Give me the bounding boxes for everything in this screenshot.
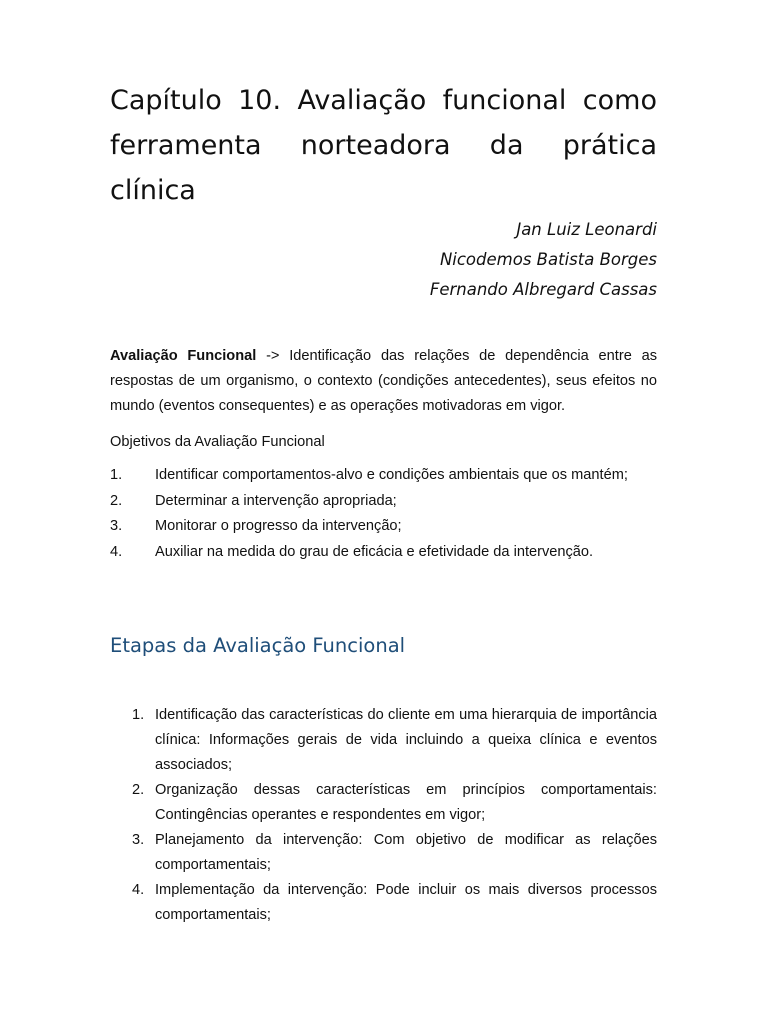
list-item-text: Identificar comportamentos-alvo e condições ambientais que os mantém; bbox=[155, 467, 628, 483]
list-number: 4. bbox=[110, 543, 123, 560]
list-item bbox=[110, 540, 670, 566]
list-item bbox=[110, 514, 670, 540]
author-list bbox=[110, 215, 657, 305]
list-item-text: Auxiliar na medida do grau de eficácia e efetividade da intervenção. bbox=[155, 543, 594, 560]
list-item-text: Organização dessas características em princípios comportamentais: Contingências operantes e respondentes em vigor; bbox=[155, 782, 657, 823]
author-name: Jan Luiz Leonardi bbox=[516, 220, 657, 239]
definition-paragraph bbox=[110, 344, 657, 419]
list-number: 2. bbox=[132, 782, 145, 798]
list-item bbox=[110, 489, 670, 515]
list-item bbox=[110, 828, 657, 878]
list-item bbox=[110, 703, 657, 778]
list-number: 2. bbox=[110, 492, 123, 509]
list-item-text: Identificação das características do cliente em uma hierarquia de importância clínica: Informações gerais de vida incluindo a queixa clínica e eventos associados; bbox=[155, 707, 657, 773]
list-item bbox=[110, 778, 657, 828]
author-name: Fernando Albregard Cassas bbox=[429, 280, 657, 299]
section-heading: Etapas da Avaliação Funcional bbox=[110, 634, 406, 657]
list-item bbox=[110, 463, 670, 489]
stages-list bbox=[110, 703, 657, 928]
objectives-heading: Objetivos da Avaliação Funcional bbox=[110, 434, 325, 450]
list-number: 1. bbox=[132, 707, 145, 723]
list-item-text: Implementação da intervenção: Pode incluir os mais diversos processos comportamentais; bbox=[155, 882, 657, 923]
list-number: 1. bbox=[110, 467, 123, 483]
objectives-list bbox=[110, 463, 670, 565]
author-name: Nicodemos Batista Borges bbox=[439, 250, 657, 269]
list-item-text: Monitorar o progresso da intervenção; bbox=[155, 518, 402, 534]
chapter-title: Capítulo 10. Avaliação funcional como ferramenta norteadora da prática clínica bbox=[110, 85, 657, 206]
list-item-text: Planejamento da intervenção: Com objetivo de modificar as relações comportamentais; bbox=[155, 832, 657, 873]
list-number: 3. bbox=[132, 832, 145, 848]
list-item bbox=[110, 878, 657, 928]
list-number: 3. bbox=[110, 518, 123, 534]
definition-term: Avaliação Funcional bbox=[110, 348, 257, 364]
list-item-text: Determinar a intervenção apropriada; bbox=[155, 492, 397, 509]
definition-text: -> Identificação das relações de dependência entre as respostas de um organismo, o contexto (condições antecedentes), seus efeitos no mundo (eventos consequentes) e as operações motivadoras em vigor. bbox=[110, 348, 657, 414]
list-number: 4. bbox=[132, 882, 145, 898]
